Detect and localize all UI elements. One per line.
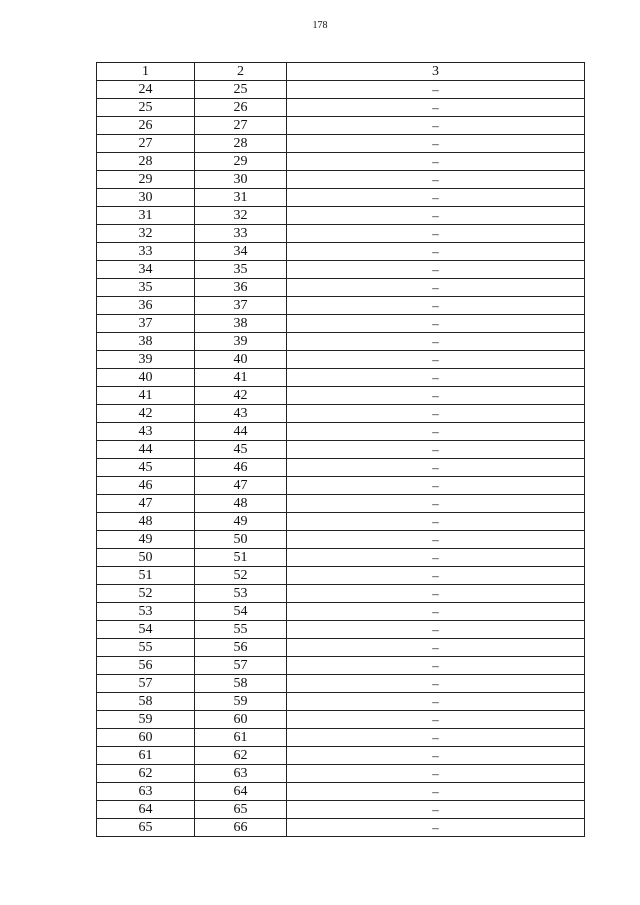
table-cell-col-3: – xyxy=(287,711,585,729)
table-cell-col-3: – xyxy=(287,189,585,207)
table-cell-col-3: – xyxy=(287,279,585,297)
table-cell-col-3: – xyxy=(287,207,585,225)
table-row xyxy=(97,351,585,369)
table-row xyxy=(97,459,585,477)
table-cell-col-3: – xyxy=(287,459,585,477)
data-table xyxy=(96,62,585,837)
table-row xyxy=(97,441,585,459)
table-row xyxy=(97,477,585,495)
table-cell-col-2: 49 xyxy=(195,513,287,531)
table-cell-col-1: 57 xyxy=(97,675,195,693)
table-row xyxy=(97,513,585,531)
table-row xyxy=(97,531,585,549)
table-cell-col-3: – xyxy=(287,585,585,603)
table-cell-col-2: 33 xyxy=(195,225,287,243)
table-cell-col-3: – xyxy=(287,99,585,117)
table-cell-col-2: 40 xyxy=(195,351,287,369)
table-row xyxy=(97,621,585,639)
table-cell-col-3: – xyxy=(287,657,585,675)
table-cell-col-2: 29 xyxy=(195,153,287,171)
table-cell-col-2: 34 xyxy=(195,243,287,261)
table-cell-col-1: 59 xyxy=(97,711,195,729)
table-cell-col-1: 39 xyxy=(97,351,195,369)
table-cell-col-2: 31 xyxy=(195,189,287,207)
table-row xyxy=(97,297,585,315)
table-cell-col-3: – xyxy=(287,261,585,279)
table-row xyxy=(97,783,585,801)
table-cell-col-2: 35 xyxy=(195,261,287,279)
table-cell-col-1: 34 xyxy=(97,261,195,279)
table-row xyxy=(97,711,585,729)
table-cell-col-1: 54 xyxy=(97,621,195,639)
table-cell-col-2: 64 xyxy=(195,783,287,801)
table-cell-col-3: – xyxy=(287,423,585,441)
table-cell-col-3: – xyxy=(287,603,585,621)
table-cell-col-1: 45 xyxy=(97,459,195,477)
table-cell-col-3: – xyxy=(287,783,585,801)
table-cell-col-3: – xyxy=(287,297,585,315)
table-row xyxy=(97,261,585,279)
table-cell-col-2: 52 xyxy=(195,567,287,585)
table-row xyxy=(97,693,585,711)
table-cell-col-1: 56 xyxy=(97,657,195,675)
table-cell-col-2: 48 xyxy=(195,495,287,513)
table-cell-col-1: 40 xyxy=(97,369,195,387)
table-cell-col-3: – xyxy=(287,495,585,513)
table-cell-col-1: 55 xyxy=(97,639,195,657)
table-cell-col-2: 26 xyxy=(195,99,287,117)
table-row xyxy=(97,243,585,261)
table-row xyxy=(97,369,585,387)
table-row xyxy=(97,117,585,135)
table-cell-col-3: – xyxy=(287,747,585,765)
page-number: 178 xyxy=(312,20,328,31)
table-cell-col-2: 61 xyxy=(195,729,287,747)
table-cell-col-2: 54 xyxy=(195,603,287,621)
table-cell-col-1: 35 xyxy=(97,279,195,297)
table-cell-col-1: 24 xyxy=(97,81,195,99)
table-cell-col-3: – xyxy=(287,477,585,495)
table-cell-col-3: – xyxy=(287,369,585,387)
table-cell-col-1: 58 xyxy=(97,693,195,711)
table-row xyxy=(97,495,585,513)
table-cell-col-3: – xyxy=(287,153,585,171)
table-row xyxy=(97,99,585,117)
table-cell-col-2: 55 xyxy=(195,621,287,639)
table-cell-col-1: 27 xyxy=(97,135,195,153)
table-row xyxy=(97,279,585,297)
table-cell-col-2: 46 xyxy=(195,459,287,477)
column-header-1: 1 xyxy=(97,63,195,81)
table-cell-col-1: 48 xyxy=(97,513,195,531)
table-row xyxy=(97,81,585,99)
table-cell-col-1: 33 xyxy=(97,243,195,261)
table-cell-col-2: 60 xyxy=(195,711,287,729)
table-cell-col-3: – xyxy=(287,351,585,369)
table-row xyxy=(97,801,585,819)
table-row xyxy=(97,603,585,621)
table-cell-col-3: – xyxy=(287,243,585,261)
table-cell-col-1: 30 xyxy=(97,189,195,207)
table-row xyxy=(97,423,585,441)
table-cell-col-2: 27 xyxy=(195,117,287,135)
table-cell-col-3: – xyxy=(287,441,585,459)
table-cell-col-3: – xyxy=(287,801,585,819)
table-cell-col-2: 59 xyxy=(195,693,287,711)
table-cell-col-2: 56 xyxy=(195,639,287,657)
table-row xyxy=(97,747,585,765)
table-cell-col-1: 64 xyxy=(97,801,195,819)
table-cell-col-1: 32 xyxy=(97,225,195,243)
table-cell-col-3: – xyxy=(287,567,585,585)
table-cell-col-3: – xyxy=(287,171,585,189)
table-row xyxy=(97,189,585,207)
table-cell-col-2: 66 xyxy=(195,819,287,837)
table-row xyxy=(97,639,585,657)
table-row xyxy=(97,819,585,837)
table-cell-col-3: – xyxy=(287,315,585,333)
table-cell-col-3: – xyxy=(287,81,585,99)
table-cell-col-1: 25 xyxy=(97,99,195,117)
column-header-3: 3 xyxy=(287,63,585,81)
table-cell-col-3: – xyxy=(287,117,585,135)
table-cell-col-2: 36 xyxy=(195,279,287,297)
table-row xyxy=(97,567,585,585)
table-cell-col-3: – xyxy=(287,765,585,783)
table-row xyxy=(97,549,585,567)
table-cell-col-2: 51 xyxy=(195,549,287,567)
table-cell-col-3: – xyxy=(287,729,585,747)
table-cell-col-1: 29 xyxy=(97,171,195,189)
table-cell-col-2: 57 xyxy=(195,657,287,675)
table-cell-col-3: – xyxy=(287,639,585,657)
table-cell-col-1: 31 xyxy=(97,207,195,225)
table-cell-col-3: – xyxy=(287,333,585,351)
table-cell-col-3: – xyxy=(287,549,585,567)
table-cell-col-2: 63 xyxy=(195,765,287,783)
table-cell-col-3: – xyxy=(287,621,585,639)
table-row xyxy=(97,153,585,171)
table-row xyxy=(97,387,585,405)
table-cell-col-3: – xyxy=(287,513,585,531)
table-cell-col-3: – xyxy=(287,135,585,153)
table-cell-col-2: 39 xyxy=(195,333,287,351)
table-cell-col-2: 25 xyxy=(195,81,287,99)
table-cell-col-1: 61 xyxy=(97,747,195,765)
table-cell-col-3: – xyxy=(287,405,585,423)
table-cell-col-2: 65 xyxy=(195,801,287,819)
table-cell-col-1: 36 xyxy=(97,297,195,315)
table-header-row xyxy=(97,63,585,81)
table-cell-col-1: 46 xyxy=(97,477,195,495)
table-cell-col-2: 50 xyxy=(195,531,287,549)
table-cell-col-2: 41 xyxy=(195,369,287,387)
table-cell-col-1: 26 xyxy=(97,117,195,135)
table-cell-col-2: 38 xyxy=(195,315,287,333)
table-cell-col-2: 44 xyxy=(195,423,287,441)
table-cell-col-1: 51 xyxy=(97,567,195,585)
table-cell-col-1: 63 xyxy=(97,783,195,801)
table-cell-col-2: 37 xyxy=(195,297,287,315)
table-cell-col-2: 47 xyxy=(195,477,287,495)
table-row xyxy=(97,657,585,675)
table-cell-col-3: – xyxy=(287,531,585,549)
table-row xyxy=(97,675,585,693)
table-row xyxy=(97,765,585,783)
table-cell-col-2: 42 xyxy=(195,387,287,405)
column-header-2: 2 xyxy=(195,63,287,81)
table-row xyxy=(97,315,585,333)
table-row xyxy=(97,585,585,603)
table-cell-col-2: 30 xyxy=(195,171,287,189)
table-cell-col-2: 43 xyxy=(195,405,287,423)
table-cell-col-2: 28 xyxy=(195,135,287,153)
table-cell-col-3: – xyxy=(287,225,585,243)
table-cell-col-2: 32 xyxy=(195,207,287,225)
table-cell-col-1: 53 xyxy=(97,603,195,621)
table-cell-col-1: 44 xyxy=(97,441,195,459)
table-cell-col-1: 49 xyxy=(97,531,195,549)
table-cell-col-1: 28 xyxy=(97,153,195,171)
table-body xyxy=(97,81,585,837)
table-cell-col-3: – xyxy=(287,675,585,693)
table-cell-col-3: – xyxy=(287,693,585,711)
table-row xyxy=(97,135,585,153)
table-cell-col-2: 62 xyxy=(195,747,287,765)
table-cell-col-1: 47 xyxy=(97,495,195,513)
table-row xyxy=(97,729,585,747)
table-row xyxy=(97,405,585,423)
table-row xyxy=(97,207,585,225)
table-cell-col-1: 38 xyxy=(97,333,195,351)
table-cell-col-1: 43 xyxy=(97,423,195,441)
table-cell-col-1: 50 xyxy=(97,549,195,567)
table-cell-col-2: 45 xyxy=(195,441,287,459)
table-row xyxy=(97,171,585,189)
table-row xyxy=(97,333,585,351)
table-cell-col-1: 42 xyxy=(97,405,195,423)
table-cell-col-3: – xyxy=(287,819,585,837)
table-cell-col-1: 60 xyxy=(97,729,195,747)
table-cell-col-1: 62 xyxy=(97,765,195,783)
table-row xyxy=(97,225,585,243)
table-cell-col-1: 41 xyxy=(97,387,195,405)
table-cell-col-1: 52 xyxy=(97,585,195,603)
table-cell-col-2: 53 xyxy=(195,585,287,603)
table-cell-col-1: 65 xyxy=(97,819,195,837)
table-cell-col-3: – xyxy=(287,387,585,405)
table-cell-col-2: 58 xyxy=(195,675,287,693)
table-cell-col-1: 37 xyxy=(97,315,195,333)
